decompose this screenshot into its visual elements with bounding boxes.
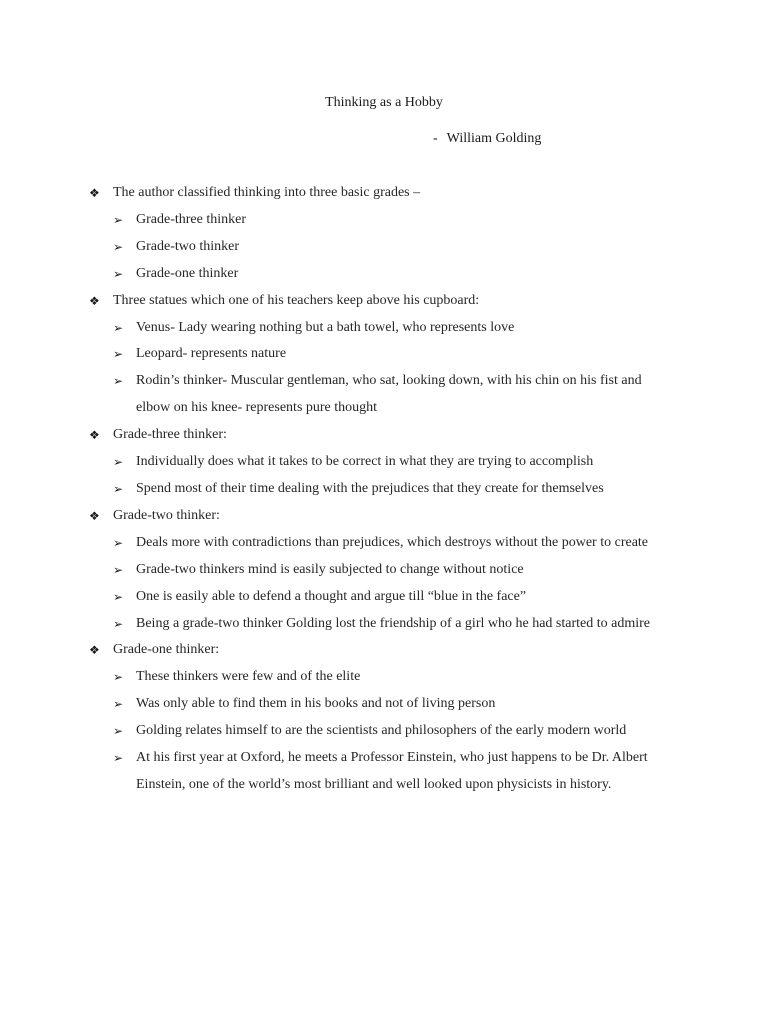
- list-item: [0, 449, 768, 476]
- arrowhead-bullet-icon: ➢: [113, 670, 124, 685]
- list-item-text: These thinkers were few and of the elite: [136, 669, 361, 685]
- diamond-bullet-icon: ❖: [89, 186, 100, 200]
- section-heading-text: Grade-two thinker:: [113, 507, 220, 523]
- list-item-text: Grade-one thinker: [136, 265, 239, 281]
- arrowhead-bullet-icon: ➢: [113, 455, 124, 470]
- list-item-text: Golding relates himself to are the scientists and philosophers of the early modern world: [136, 723, 627, 739]
- outline-section: [0, 637, 768, 798]
- section-items: [0, 664, 768, 799]
- list-item-text: At his first year at Oxford, he meets a Professor Einstein, who just happens to be Dr. Albert Einstein, one of the world’s most brilliant and well looked upon physicists in history.: [136, 750, 648, 792]
- list-item: [0, 584, 768, 611]
- arrowhead-bullet-icon: ➢: [113, 724, 124, 739]
- list-item-text: One is easily able to defend a thought and argue till “blue in the face”: [136, 588, 527, 604]
- section-heading: [0, 422, 768, 449]
- arrowhead-bullet-icon: ➢: [113, 347, 124, 362]
- document-title: Thinking as a Hobby: [325, 95, 443, 110]
- document-author-line: [433, 129, 541, 149]
- list-item: [0, 476, 768, 503]
- author-dash: -: [433, 131, 438, 146]
- list-item: [0, 234, 768, 261]
- list-item-text: Grade-two thinkers mind is easily subjected to change without notice: [136, 561, 524, 577]
- arrowhead-bullet-icon: ➢: [113, 320, 124, 335]
- list-item: [0, 718, 768, 745]
- author-name: William Golding: [446, 131, 542, 146]
- arrowhead-bullet-icon: ➢: [113, 239, 124, 254]
- arrowhead-bullet-icon: ➢: [113, 697, 124, 712]
- arrowhead-bullet-icon: ➢: [113, 562, 124, 577]
- list-item-text: Was only able to find them in his books and not of living person: [136, 696, 496, 712]
- outline-section: [0, 288, 768, 423]
- outline-list: [0, 180, 768, 799]
- list-item: [0, 341, 768, 368]
- arrowhead-bullet-icon: ➢: [113, 751, 124, 766]
- section-items: [0, 449, 768, 503]
- section-heading: [0, 503, 768, 530]
- arrowhead-bullet-icon: ➢: [113, 212, 124, 227]
- arrowhead-bullet-icon: ➢: [113, 374, 124, 389]
- list-item-text: Individually does what it takes to be correct in what they are trying to accomplish: [136, 454, 594, 470]
- arrowhead-bullet-icon: ➢: [113, 481, 124, 496]
- list-item-text: Grade-three thinker: [136, 211, 246, 227]
- arrowhead-bullet-icon: ➢: [113, 535, 124, 550]
- section-heading-text: Three statues which one of his teachers keep above his cupboard:: [113, 292, 480, 308]
- section-heading-text: Grade-one thinker:: [113, 642, 220, 658]
- list-item: [0, 691, 768, 718]
- outline-section: [0, 422, 768, 503]
- list-item: [0, 368, 768, 422]
- list-item: [0, 261, 768, 288]
- list-item-text: Being a grade-two thinker Golding lost the friendship of a girl who he had started to admire: [136, 615, 650, 631]
- list-item: [0, 745, 768, 799]
- list-item-text: Deals more with contradictions than prejudices, which destroys without the power to create: [136, 534, 649, 550]
- section-items: [0, 315, 768, 423]
- outline-section: [0, 180, 768, 288]
- diamond-bullet-icon: ❖: [89, 643, 100, 658]
- diamond-bullet-icon: ❖: [89, 428, 100, 443]
- list-item-text: Leopard- represents nature: [136, 346, 287, 362]
- list-item: [0, 664, 768, 691]
- section-heading-text: The author classified thinking into three basic grades –: [113, 185, 421, 200]
- list-item: [0, 207, 768, 234]
- list-item: [0, 611, 768, 638]
- list-item-text: Grade-two thinker: [136, 238, 240, 254]
- section-heading: [0, 637, 768, 664]
- section-heading: [0, 180, 768, 207]
- arrowhead-bullet-icon: ➢: [113, 589, 124, 604]
- section-items: [0, 530, 768, 638]
- diamond-bullet-icon: ❖: [89, 508, 100, 523]
- list-item: [0, 530, 768, 557]
- list-item-text: Spend most of their time dealing with the prejudices that they create for themselves: [136, 480, 604, 496]
- section-heading-text: Grade-three thinker:: [113, 427, 227, 443]
- section-heading: [0, 288, 768, 315]
- list-item-text: Rodin’s thinker- Muscular gentleman, who sat, looking down, with his chin on his fist and elbow on his knee- represents pure thought: [136, 373, 642, 416]
- list-item: [0, 315, 768, 342]
- list-item-text: Venus- Lady wearing nothing but a bath towel, who represents love: [136, 319, 515, 335]
- section-items: [0, 207, 768, 288]
- diamond-bullet-icon: ❖: [89, 293, 100, 308]
- arrowhead-bullet-icon: ➢: [113, 266, 124, 281]
- outline-section: [0, 503, 768, 638]
- arrowhead-bullet-icon: ➢: [113, 616, 124, 631]
- list-item: [0, 557, 768, 584]
